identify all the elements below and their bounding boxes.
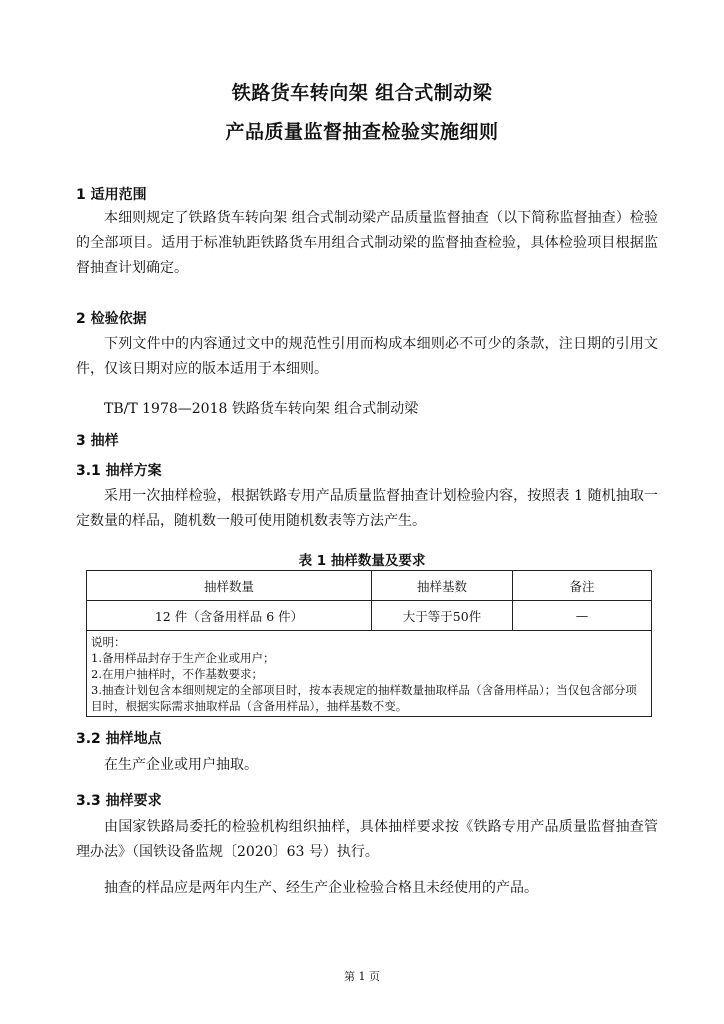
table-cell: —: [513, 601, 652, 631]
section-1-paragraph: 本细则规定了铁路货车转向架 组合式制动梁产品质量监督抽查（以下简称监督抽查）检验的全部项目。适用于标准轨距铁路货车用组合式制动梁的监督抽查检验，具体检验项目根据监督抽查计划确定。: [76, 210, 658, 276]
section-1-heading: 1 适用范围: [76, 187, 147, 203]
note-line: 说明：: [91, 635, 126, 649]
sampling-table: [86, 570, 652, 717]
section-3-3-paragraph-2: 抽查的样品应是两年内生产、经生产企业检验合格且未经使用的产品。: [104, 880, 538, 896]
reference-standard: TB/T 1978—2018 铁路货车转向架 组合式制动梁: [104, 401, 419, 417]
section-3-3-paragraph-1: 由国家铁路局委托的检验机构组织抽样，具体抽样要求按《铁路专用产品质量监督抽查管理办法》（国铁设备监规〔2020〕63 号）执行。: [76, 819, 658, 860]
section-2-paragraph: 下列文件中的内容通过文中的规范性引用而构成本细则必不可少的条款，注日期的引用文件，仅该日期对应的版本适用于本细则。: [76, 336, 658, 377]
note-line: 3.抽查计划包含本细则规定的全部项目时，按本表规定的抽样数量抽取样品（含备用样品）；当仅包含部分项目时，根据实际需求抽取样品（含备用样品），抽样基数不变。: [91, 683, 637, 713]
table-header-cell: 备注: [513, 571, 652, 601]
section-3-1-paragraph: 采用一次抽样检验，根据铁路专用产品质量监督抽查计划检验内容，按照表 1 随机抽取一定数量的样品，随机数一般可使用随机数表等方法产生。: [76, 488, 658, 529]
doc-title-line2: 产品质量监督抽查检验实施细则: [225, 121, 499, 143]
section-2-heading: 2 检验依据: [76, 311, 147, 327]
note-line: 2.在用户抽样时，不作基数要求；: [91, 667, 263, 681]
table-notes-cell: [87, 631, 652, 717]
doc-title-line1: 铁路货车转向架 组合式制动梁: [231, 82, 493, 104]
section-3-heading: 3 抽样: [76, 433, 119, 449]
table-cell: 12 件（含备用样品 6 件）: [87, 601, 372, 631]
section-3-1-heading: 3.1 抽样方案: [76, 463, 162, 479]
table-header-cell: 抽样基数: [372, 571, 513, 601]
note-line: 1.备用样品封存于生产企业或用户；: [91, 651, 275, 665]
table-cell: 大于等于50件: [372, 601, 513, 631]
table-caption: 表 1 抽样数量及要求: [298, 553, 426, 569]
section-3-2-heading: 3.2 抽样地点: [76, 731, 162, 747]
table-row: [87, 601, 652, 631]
section-3-2-paragraph: 在生产企业或用户抽取。: [104, 757, 258, 773]
section-3-3-heading: 3.3 抽样要求: [76, 793, 162, 809]
page-number: 第 1 页: [344, 970, 380, 983]
table-header-cell: 抽样数量: [87, 571, 372, 601]
table-header-row: [87, 571, 652, 601]
table-notes-row: [87, 631, 652, 717]
